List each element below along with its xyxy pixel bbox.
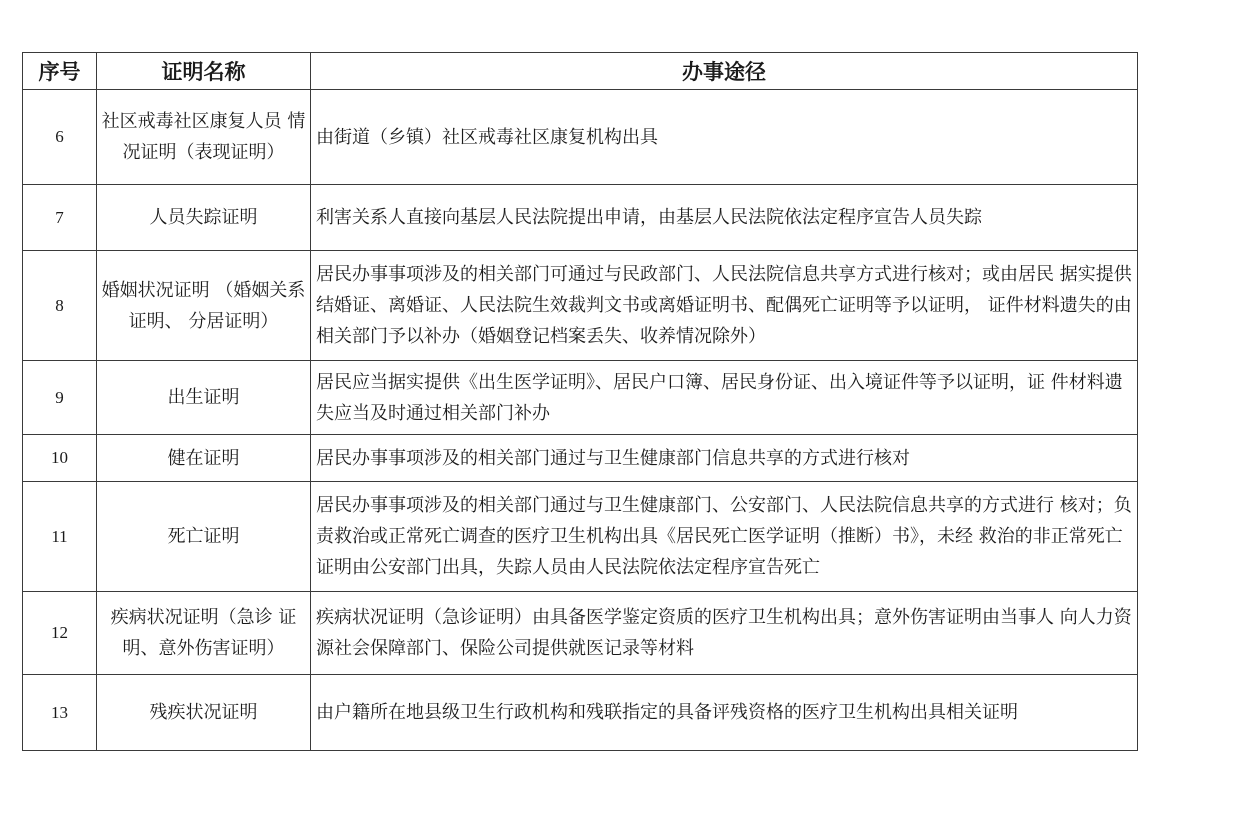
name-line: 疾病状况证明（急诊	[110, 607, 273, 628]
name-line: 人员失踪证明	[149, 207, 258, 228]
row-certificate-name	[97, 361, 311, 435]
method-line: 居民应当据实提供《出生医学证明》、居民户口簿、居民身份证、出入境证件等予以证明，证	[316, 371, 1045, 393]
row-handling-method	[311, 90, 1138, 185]
row-serial-number: 8	[23, 251, 97, 361]
certificate-table	[22, 52, 1138, 751]
name-line: 证明、意外伤害证明）	[122, 607, 297, 659]
row-handling-method	[311, 675, 1138, 751]
row-serial-number: 6	[23, 90, 97, 185]
row-certificate-name	[97, 482, 311, 592]
name-line: 婚姻状况证明	[101, 279, 210, 301]
method-line: 由户籍所在地县级卫生行政机构和残联指定的具备评残资格的医疗卫生机构出具相关证明	[316, 702, 1018, 723]
method-line: 向人力资源社会保障部门、保险公司提供就医记录等材料	[316, 607, 1132, 659]
table-row	[23, 361, 1138, 435]
row-handling-method	[311, 592, 1138, 675]
method-line: 居民办事事项涉及的相关部门可通过与民政部门、人民法院信息共享方式进行核对；或由居民	[316, 264, 1054, 285]
name-line: 分居证明）	[188, 310, 279, 332]
row-handling-method	[311, 251, 1138, 361]
table-row	[23, 675, 1138, 751]
name-line: （婚姻关系证明、	[128, 279, 306, 332]
name-line: 出生证明	[167, 387, 240, 408]
table-row	[23, 251, 1138, 361]
row-handling-method	[311, 482, 1138, 592]
row-certificate-name	[97, 251, 311, 361]
method-line: 据实提供结婚证、离婚证、人民法院生效裁判文书或离婚证明书、配偶死亡证明等予以证明，	[316, 264, 1132, 316]
name-line: 残疾状况证明	[149, 702, 258, 723]
method-line: 疾病状况证明（急诊证明）由具备医学鉴定资质的医疗卫生机构出具；意外伤害证明由当事人	[316, 607, 1054, 628]
row-certificate-name	[97, 675, 311, 751]
name-line: 死亡证明	[167, 526, 240, 547]
row-serial-number: 7	[23, 185, 97, 251]
method-line: 由街道（乡镇）社区戒毒社区康复机构出具	[316, 126, 658, 148]
row-certificate-name	[97, 592, 311, 675]
method-line: 居民办事事项涉及的相关部门通过与卫生健康部门、公安部门、人民法院信息共享的方式进行	[316, 495, 1054, 516]
row-serial-number: 10	[23, 435, 97, 482]
table-row	[23, 90, 1138, 185]
row-serial-number: 13	[23, 675, 97, 751]
method-line: 居民办事事项涉及的相关部门通过与卫生健康部门信息共享的方式进行核对	[316, 447, 910, 469]
table-row	[23, 592, 1138, 675]
table-header-row	[23, 53, 1138, 90]
row-handling-method	[311, 361, 1138, 435]
method-line: 证件材料遗失的由相关部门予以补办（婚姻登记档案丢失、收养情况除外）	[316, 295, 1132, 347]
row-serial-number: 9	[23, 361, 97, 435]
method-line: 核对；负责救治或正常死亡调查的医疗卫生机构出具《居民死亡医学证明（推断）书》，未经	[316, 495, 1132, 547]
row-handling-method	[311, 185, 1138, 251]
row-serial-number: 12	[23, 592, 97, 675]
row-serial-number: 11	[23, 482, 97, 592]
row-certificate-name	[97, 185, 311, 251]
name-line: 社区戒毒社区康复人员	[101, 111, 282, 132]
row-certificate-name	[97, 435, 311, 482]
header-certificate-name: 证明名称	[97, 53, 311, 90]
header-serial-number: 序号	[23, 53, 97, 90]
table-row	[23, 482, 1138, 592]
table-row	[23, 435, 1138, 482]
header-handling-method: 办事途径	[311, 53, 1138, 90]
row-certificate-name	[97, 90, 311, 185]
name-line: 健在证明	[167, 447, 240, 469]
table-row	[23, 185, 1138, 251]
row-handling-method	[311, 435, 1138, 482]
name-line: 情况证明（表现证明）	[122, 111, 306, 163]
method-line: 利害关系人直接向基层人民法院提出申请，由基层人民法院依法定程序宣告人员失踪	[316, 207, 982, 228]
method-line: 件材料遗失应当及时通过相关部门补办	[316, 371, 1123, 424]
method-line: 救治的非正常死亡证明由公安部门出具，失踪人员由人民法院依法定程序宣告死亡	[316, 526, 1123, 578]
